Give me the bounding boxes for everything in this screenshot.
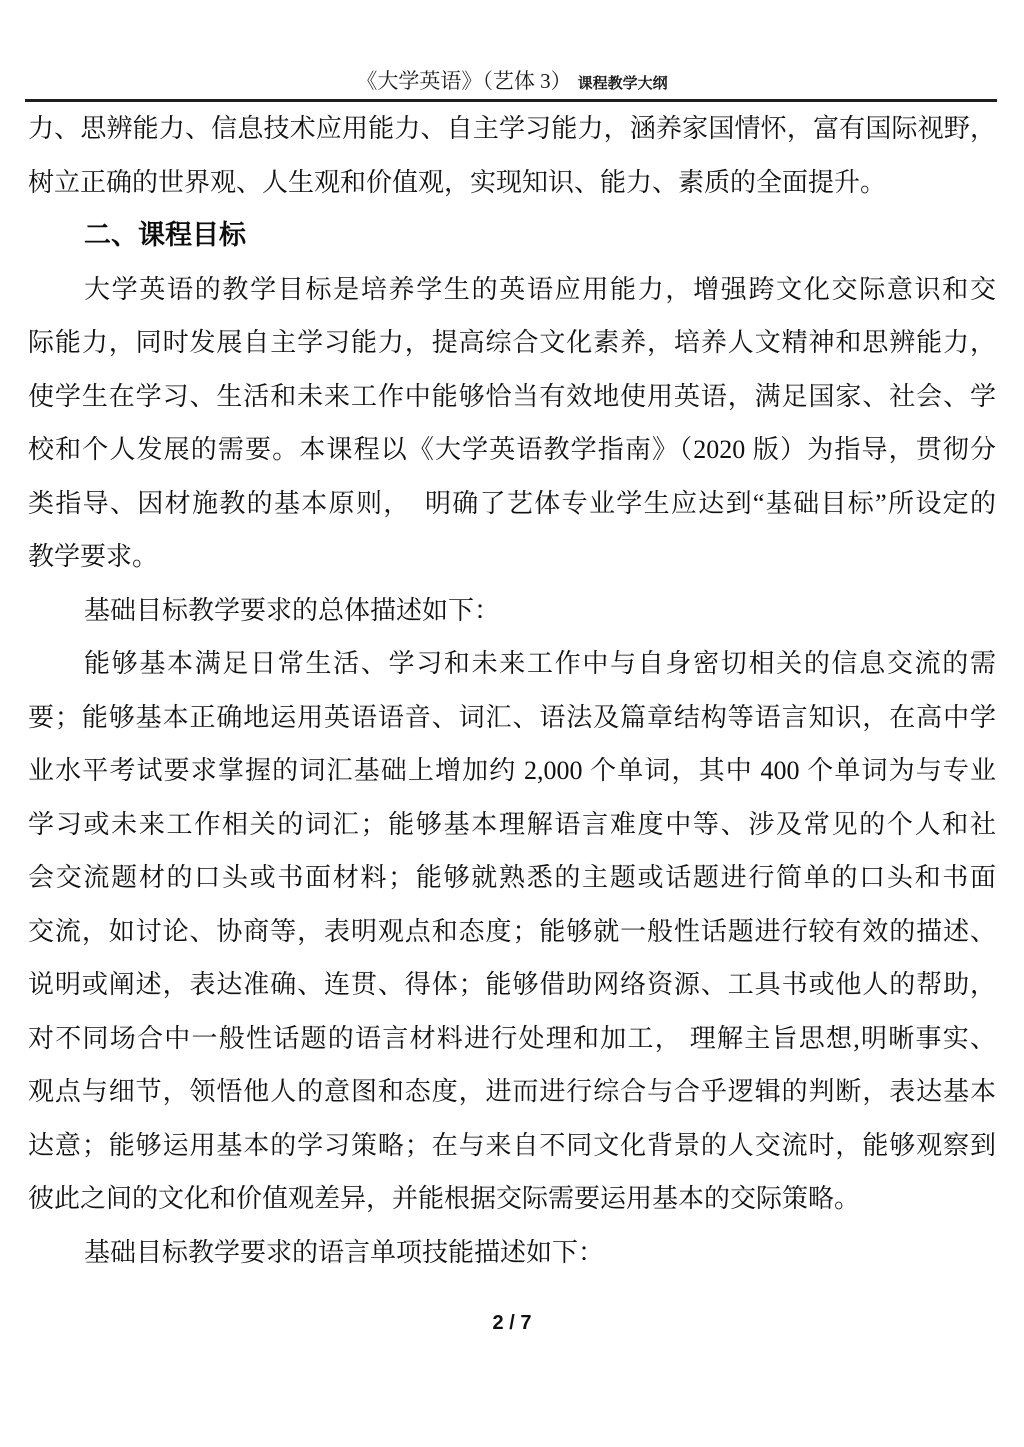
text-line: 学习或未来工作相关的词汇；能够基本理解语言难度中等、涉及常见的个人和社 <box>28 809 996 839</box>
header-subtitle: 课程教学大纲 <box>577 75 668 92</box>
page-header <box>0 66 1024 99</box>
text-line: 力、思辨能力、信息技术应用能力、自主学习能力，涵养家国情怀，富有国际视野， <box>28 114 996 143</box>
text-line: 使学生在学习、生活和未来工作中能够恰当有效地使用英语，满足国家、社会、学 <box>28 381 996 411</box>
text-line: 说明或阐述，表达准确、连贯、得体；能够借助网络资源、工具书或他人的帮助， <box>28 970 996 999</box>
text-line: 大学英语的教学目标是培养学生的英语应用能力，增强跨文化交际意识和交 <box>84 274 996 304</box>
text-line: 类指导、因材施教的基本原则， 明确了艺体专业学生应达到“基础目标”所设定的 <box>28 488 996 518</box>
text-line: 际能力，同时发展自主学习能力，提高综合文化素养，培养人文精神和思辨能力， <box>28 328 996 357</box>
page-number: 2 / 7 <box>492 1312 532 1334</box>
text-line: 能够基本满足日常生活、学习和未来工作中与自身密切相关的信息交流的需 <box>84 649 996 678</box>
text-line: 达意；能够运用基本的学习策略；在与来自不同文化背景的人交流时，能够观察到 <box>28 1130 996 1160</box>
text-line: 基础目标教学要求的总体描述如下： <box>84 595 501 625</box>
header-title: 《大学英语》（艺体 3） <box>356 69 572 93</box>
text-line: 对不同场合中一般性话题的语言材料进行处理和加工， 理解主旨思想,明晰事实、 <box>28 1023 996 1053</box>
text-line: 教学要求。 <box>28 542 159 571</box>
text-line: 交流，如讨论、协商等，表明观点和态度；能够就一般性话题进行较有效的描述、 <box>28 916 996 946</box>
section-heading: 二、课程目标 <box>84 220 246 250</box>
text-line: 基础目标教学要求的语言单项技能描述如下： <box>84 1237 605 1267</box>
text-line: 会交流题材的口头或书面材料；能够就熟悉的主题或话题进行简单的口头和书面 <box>28 863 996 892</box>
text-line: 要；能够基本正确地运用英语语音、词汇、语法及篇章结构等语言知识，在高中学 <box>28 702 996 732</box>
text-line: 树立正确的世界观、人生观和价值观，实现知识、能力、素质的全面提升。 <box>28 167 887 197</box>
text-line: 业水平考试要求掌握的词汇基础上增加约 2,000 个单词，其中 400 个单词为与专业 <box>28 756 996 785</box>
text-line: 观点与细节，领悟他人的意图和态度，进而进行综合与合乎逻辑的判断，表达基本 <box>28 1077 996 1106</box>
document-body <box>28 102 996 1279</box>
text-line: 彼此之间的文化和价值观差异，并能根据交际需要运用基本的交际策略。 <box>28 1184 861 1213</box>
text-line: 校和个人发展的需要。本课程以《大学英语教学指南》（2020 版）为指导，贯彻分 <box>28 435 996 464</box>
